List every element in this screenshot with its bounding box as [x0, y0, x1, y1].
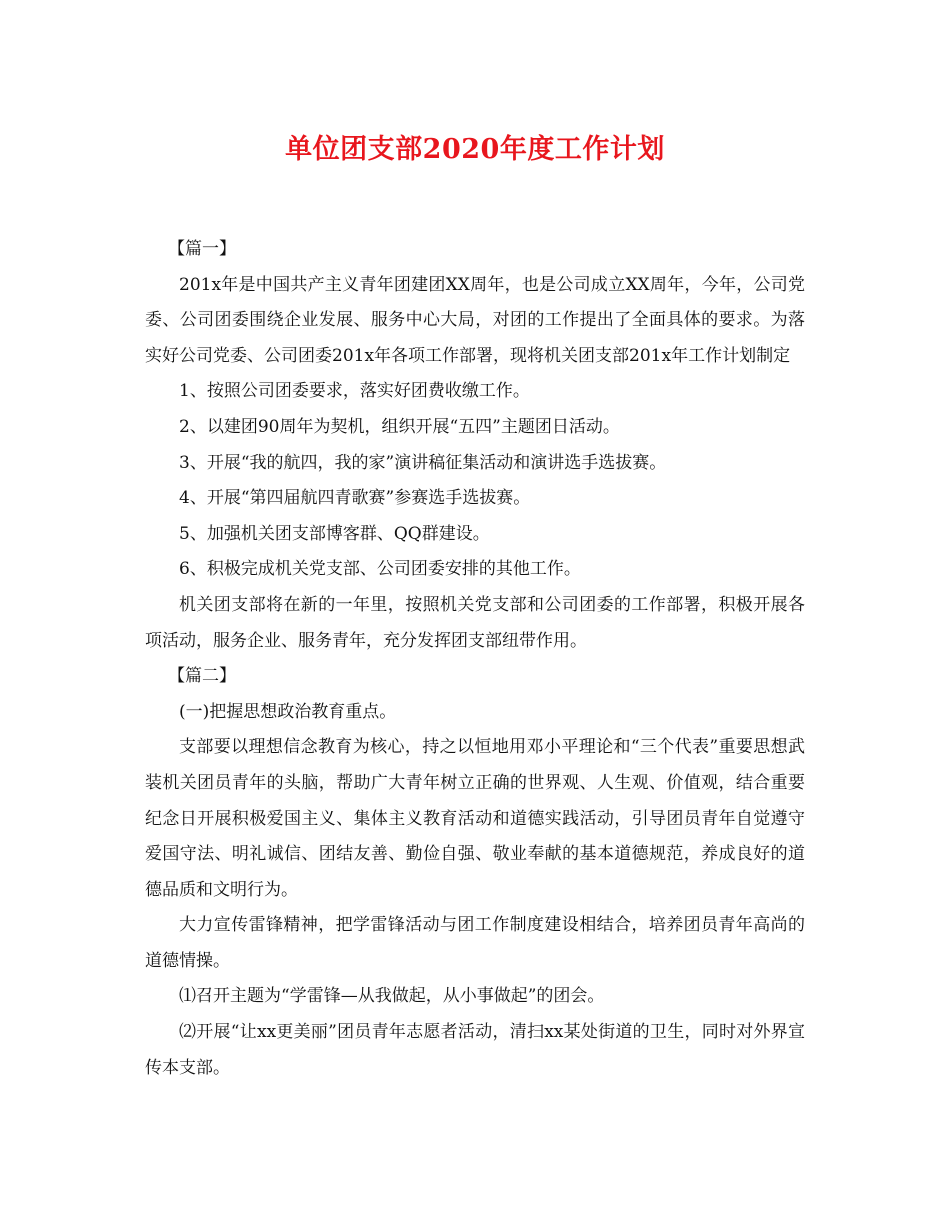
section-heading: 【篇一】: [168, 239, 236, 259]
list-item: 1、按照公司团委要求，落实好团费收缴工作。: [179, 381, 530, 402]
list-item: 5、加强机关团支部博客群、QQ群建设。: [179, 523, 490, 544]
list-item: 4、开展“第四届航四青歌赛”参赛选手选拔赛。: [179, 488, 531, 509]
subsection-heading: (一)把握思想政治教育重点。: [179, 701, 397, 722]
paragraph: 机关团支部将在新的一年里，按照机关党支部和公司团委的工作部署，积极开展各项活动，服务企业、服务青年，充分发挥团支部纽带作用。: [145, 594, 805, 651]
document-title: 单位团支部2020年度工作计划: [285, 134, 665, 165]
list-item: 2、以建团90周年为契机，组织开展“五四”主题团日活动。: [179, 416, 620, 437]
list-item: ⑵开展“让xx更美丽”团员青年志愿者活动，清扫xx某处街道的卫生，同时对外界宣传本支部。: [145, 1022, 805, 1078]
section-heading: 【篇二】: [168, 666, 236, 687]
list-item: 6、积极完成机关党支部、公司团委安排的其他工作。: [179, 559, 581, 580]
list-item: ⑴召开主题为“学雷锋—从我做起，从小事做起”的团会。: [179, 986, 605, 1007]
paragraph: 支部要以理想信念教育为核心，持之以恒地用邓小平理论和“三个代表”重要思想武装机关团员青年的头脑，帮助广大青年树立正确的世界观、人生观、价值观，结合重要纪念日开展积极爱国主义、集体主义教育活动和道德实践活动，引导团员青年自觉遵守爱国守法、明礼诚信、团结友善、勤俭自强、敬业奉献的基本道德规范，养成良好的道德品质和文明行为。: [145, 737, 805, 900]
paragraph: 大力宣传雷锋精神，把学雷锋活动与团工作制度建设相结合，培养团员青年高尚的道德情操。: [145, 915, 805, 971]
document-body: [145, 232, 805, 1086]
list-item: 3、开展“我的航四，我的家”演讲稿征集活动和演讲选手选拔赛。: [179, 452, 667, 473]
paragraph: 201x年是中国共产主义青年团建团XX周年，也是公司成立XX周年，今年，公司党委、公司团委围绕企业发展、服务中心大局，对团的工作提出了全面具体的要求。为落实好公司党委、公司团委201x年各项工作部署，现将机关团支部201x年工作计划制定: [145, 274, 805, 366]
